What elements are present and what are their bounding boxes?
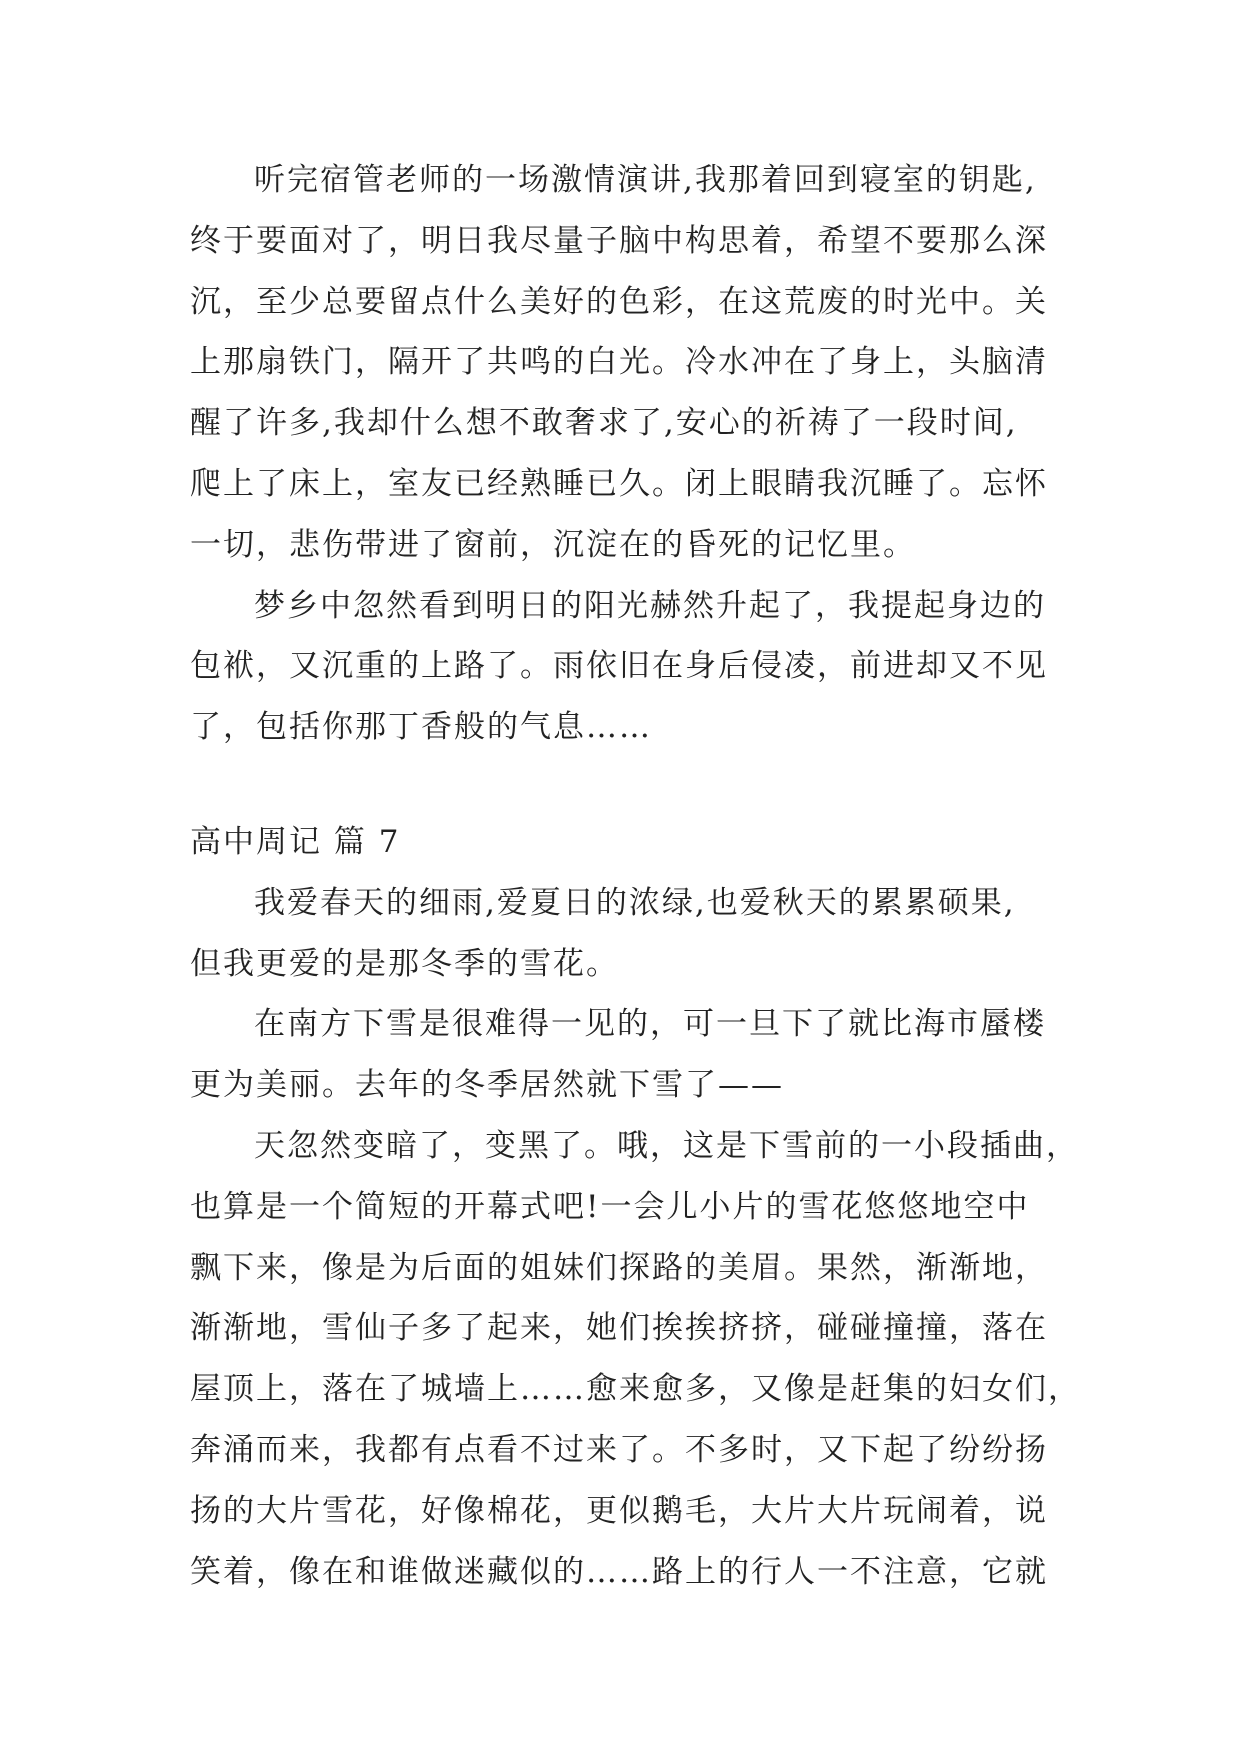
text-line: 渐渐地，雪仙子多了起来，她们挨挨挤挤，碰碰撞撞，落在 [190,1310,1048,1347]
text-line: 我爱春天的细雨,爱夏日的浓绿,也爱秋天的累累硕果, [254,884,1016,921]
text-line: 奔涌而来，我都有点看不过来了。不多时，又下起了纷纷扬 [190,1431,1048,1468]
text-line: 听完宿管老师的一场激情演讲,我那着回到寝室的钥匙, [254,162,1037,198]
text-line: 在南方下雪是很难得一见的，可一旦下了就比海市蜃楼 [254,1006,1046,1043]
paragraph [190,576,1080,758]
text-line: 上那扇铁门，隔开了共鸣的白光。冷水冲在了身上，头脑清 [190,344,1048,381]
text-line: 扬的大片雪花，好像棉花，更似鹅毛，大片大片玩闹着，说 [190,1492,1048,1529]
text-line: 也算是一个简短的开幕式吧!一会儿小片的雪花悠悠地空中 [190,1188,1030,1225]
text-line: 爬上了床上，室友已经熟睡已久。闭上眼睛我沉睡了。忘怀 [190,465,1048,502]
paragraph [190,994,1080,1116]
paragraph [190,150,1080,576]
text-line: 更为美丽。去年的冬季居然就下雪了—— [190,1067,784,1104]
text-line: 包袱，又沉重的上路了。雨依旧在身后侵凌，前进却又不见 [190,648,1048,685]
text-line: 终于要面对了，明日我尽量子脑中构思着，希望不要那么深 [190,222,1048,259]
text-line: 沉，至少总要留点什么美好的色彩，在这荒废的时光中。关 [190,283,1048,320]
text-line: 笑着，像在和谁做迷藏似的……路上的行人一不注意，它就 [190,1553,1048,1590]
paragraph [190,1116,1080,1602]
text-line: 飘下来，像是为后面的姐妹们探路的美眉。果然，渐渐地， [190,1249,1048,1286]
text-line: 但我更爱的是那冬季的雪花。 [190,945,619,982]
text-line: 天忽然变暗了，变黑了。哦，这是下雪前的一小段插曲， [254,1127,1079,1164]
section-spacer [190,758,1080,812]
paragraph [190,873,1080,995]
text-line: 屋顶上，落在了城墙上……愈来愈多，又像是赶集的妇女们， [190,1371,1081,1408]
document-body [190,150,1080,1602]
text-line: 醒了许多,我却什么想不敢奢求了,安心的祈祷了一段时间, [190,405,1018,442]
text-line: 梦乡中忽然看到明日的阳光赫然升起了，我提起身边的 [254,587,1046,624]
text-line: 了，包括你那丁香般的气息…… [190,709,652,746]
section-title: 高中周记 篇 7 [190,823,401,860]
text-line: 一切，悲伤带进了窗前，沉淀在的昏死的记忆里。 [190,526,916,563]
